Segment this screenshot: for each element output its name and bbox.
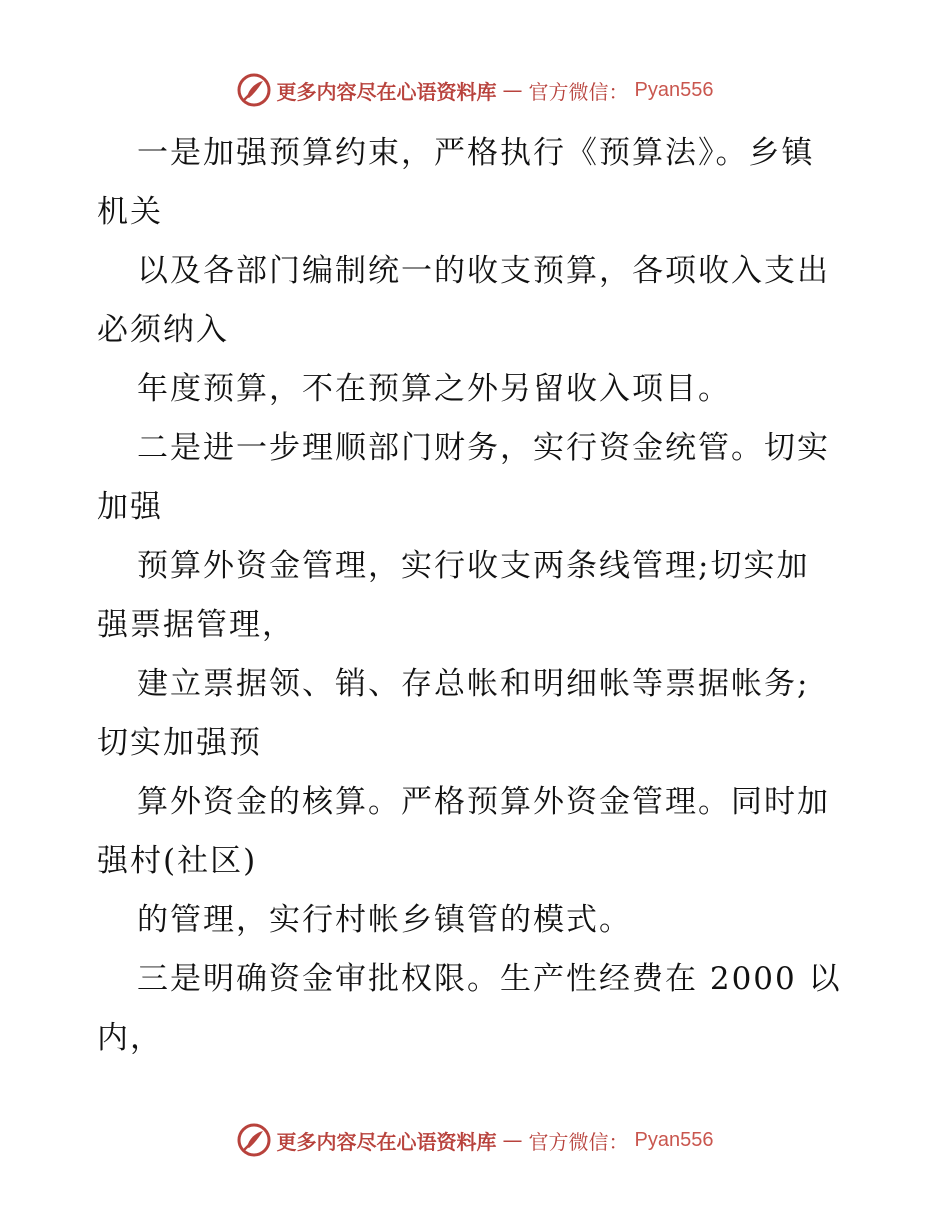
footer-wechat-id: Pyan556 [634,1128,714,1151]
document-line: 年度预算，不在预算之外另留收入项目。 [137,371,731,407]
document-line: 强村(社区) [97,843,258,879]
header-separator: — [502,78,523,102]
header-banner-inner [237,73,714,107]
document-line: 强票据管理， [97,607,295,643]
footer-banner [0,1120,950,1160]
document-line: 加强 [97,489,163,525]
document-line: 必须纳入 [97,312,229,348]
document-line: 二是进一步理顺部门财务，实行资金统管。切实 [137,430,830,466]
header-wechat-id: Pyan556 [634,78,714,101]
footer-brand-text: 更多内容尽在心语资料库 [276,1129,497,1154]
header-brand-text: 更多内容尽在心语资料库 [276,79,497,104]
document-line: 机关 [97,194,163,230]
document-line: 一是加强预算约束，严格执行《预算法》。乡镇 [137,135,815,171]
document-line: 三是明确资金审批权限。生产性经费在 2000 以 [137,961,842,997]
footer-separator: — [502,1128,523,1152]
header-banner [0,70,950,110]
document-line: 预算外资金管理，实行收支两条线管理;切实加 [137,548,810,584]
brand-logo-icon [237,1123,271,1157]
document-body [97,124,857,1068]
document-line: 切实加强预 [97,725,262,761]
document-line: 建立票据领、销、存总帐和明细帐等票据帐务; [137,666,810,702]
document-line: 以及各部门编制统一的收支预算，各项收入支出 [137,253,830,289]
footer-wechat-label: 官方微信： [528,1129,629,1154]
document-line: 算外资金的核算。严格预算外资金管理。同时加 [137,784,830,820]
brand-logo-icon [237,73,271,107]
document-line: 内， [97,1020,163,1056]
document-line: 的管理，实行村帐乡镇管的模式。 [137,902,632,938]
footer-banner-inner [237,1123,714,1157]
header-wechat-label: 官方微信： [528,79,629,104]
